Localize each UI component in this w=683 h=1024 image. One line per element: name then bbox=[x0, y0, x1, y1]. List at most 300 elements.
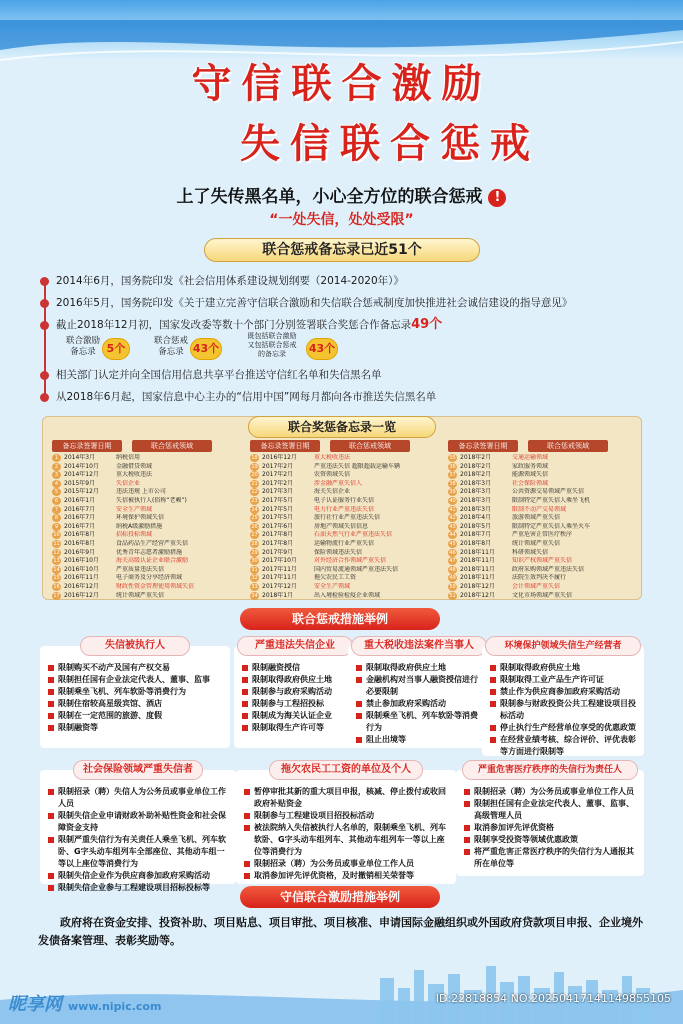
table-row bbox=[448, 549, 638, 558]
row-number: 7 bbox=[52, 506, 61, 514]
row-field: 安全生产领域 bbox=[314, 582, 351, 590]
header-date: 备忘录签署日期 bbox=[448, 440, 518, 452]
row-number: 37 bbox=[449, 472, 456, 479]
row-field: 失信企业 bbox=[116, 479, 141, 487]
header-field: 联合惩戒领域 bbox=[330, 440, 410, 452]
table-row bbox=[448, 463, 638, 472]
box-title: 拖欠农民工工资的单位及个人 bbox=[269, 760, 423, 780]
table-row bbox=[52, 480, 242, 489]
row-number: 47 bbox=[449, 558, 456, 565]
row-number: 44 bbox=[449, 532, 456, 539]
row-number: 10 bbox=[53, 532, 60, 539]
row-number: 20 bbox=[251, 472, 258, 479]
row-field: 统计领域严重失信 bbox=[512, 539, 561, 547]
timeline-text: 从2018年6月起，国家信息中心主办的“信用中国”网每月都向各市推送失信黑名单 bbox=[56, 391, 437, 403]
timeline bbox=[38, 270, 668, 336]
row-field: 招标投标领域 bbox=[116, 531, 153, 539]
exclamation-icon: ! bbox=[488, 189, 506, 207]
list-item: 禁止作为供应商参加政府采购活动 bbox=[490, 686, 638, 698]
row-field: 涉金融严重失信人 bbox=[314, 479, 363, 487]
table-row bbox=[250, 471, 440, 480]
table-row bbox=[52, 454, 242, 463]
row-field: 社会保险领域 bbox=[512, 479, 549, 487]
memo-column-3 bbox=[448, 440, 638, 600]
table-row bbox=[250, 454, 440, 463]
row-date: 2016年10月 bbox=[64, 557, 99, 565]
row-number: 6 bbox=[52, 497, 61, 505]
row-number: 26 bbox=[251, 523, 258, 530]
row-date: 2018年11月 bbox=[460, 548, 495, 556]
row-date: 2017年8月 bbox=[262, 531, 294, 539]
table-row bbox=[448, 488, 638, 497]
list-item: 暂停审批其新的重大项目申报，核减、停止拨付或收回政府补贴资金 bbox=[244, 786, 450, 810]
row-field: 电力行业严重违法失信 bbox=[314, 505, 375, 513]
punishment-section-title: 联合惩戒措施举例 bbox=[240, 608, 440, 630]
list-item: 限制享受投资等领域优惠政策 bbox=[464, 834, 638, 846]
watermark-id: ID:22818854 NO:20250417141149855105 bbox=[435, 992, 671, 1005]
row-field: 拖欠农民工工资 bbox=[314, 574, 357, 582]
row-number: 23 bbox=[251, 497, 258, 504]
column-rows bbox=[448, 454, 638, 600]
row-number: 51 bbox=[449, 592, 456, 599]
list-item: 限制招录（聘）为公务员或事业单位工作人员 bbox=[244, 858, 450, 870]
row-number: 22 bbox=[251, 489, 258, 496]
row-field: 失信被执行人(俗称“老赖”) bbox=[116, 496, 187, 504]
row-number: 34 bbox=[251, 592, 258, 599]
watermark-brand-text: 昵享网 bbox=[8, 994, 62, 1015]
list-item: 限制招录（聘）为公务员或事业单位工作人员 bbox=[464, 786, 638, 798]
row-number: 19 bbox=[251, 463, 258, 470]
row-number: 49 bbox=[449, 575, 456, 582]
table-row bbox=[448, 566, 638, 575]
timeline-text: 相关部门认定并向全国信用信息共享平台推送守信红名单和失信黑名单 bbox=[56, 369, 382, 381]
box-environment bbox=[482, 641, 644, 756]
list-item: 限制融资等 bbox=[48, 722, 224, 734]
box-dishonest-debtor bbox=[40, 640, 230, 748]
box-title: 严重违法失信企业 bbox=[237, 636, 353, 656]
table-row bbox=[250, 523, 440, 532]
list-item: 金融机构对当事人融资授信进行必要限制 bbox=[356, 674, 484, 698]
table-row bbox=[250, 514, 440, 523]
row-date: 2016年12月 bbox=[64, 582, 99, 590]
header-date: 备忘录签署日期 bbox=[52, 440, 122, 452]
table-row bbox=[448, 471, 638, 480]
table-row bbox=[448, 583, 638, 592]
box-unpaid-wages bbox=[236, 764, 456, 884]
row-date: 2016年7月 bbox=[64, 522, 96, 530]
table-row bbox=[448, 480, 638, 489]
table-row bbox=[52, 463, 242, 472]
row-date: 2016年8月 bbox=[64, 539, 96, 547]
row-date: 2018年2月 bbox=[460, 454, 492, 461]
row-number: 29 bbox=[251, 549, 258, 556]
list-item: 限制成为海关认证企业 bbox=[242, 710, 350, 722]
row-field: 严重危害正常医疗秩序 bbox=[512, 531, 573, 539]
row-date: 2016年7月 bbox=[64, 514, 96, 522]
main-title-incentive: 守信联合激励 bbox=[191, 60, 492, 107]
row-field: 安全生产领域 bbox=[116, 505, 153, 513]
row-date: 2018年3月 bbox=[460, 488, 492, 496]
table-row bbox=[448, 497, 638, 506]
box-list bbox=[482, 646, 644, 762]
column-header bbox=[52, 440, 242, 452]
memo-total-count: 49个 bbox=[411, 317, 443, 332]
row-field: 科研领域失信 bbox=[512, 548, 549, 556]
row-number: 21 bbox=[251, 480, 258, 487]
timeline-item bbox=[38, 314, 668, 336]
list-item: 取消参加评先评优资格，及时撤销相关荣誉等 bbox=[244, 870, 450, 882]
table-row bbox=[250, 574, 440, 583]
box-title: 重大税收违法案件当事人 bbox=[351, 636, 487, 656]
row-field: 纳税A级激励措施 bbox=[116, 522, 163, 530]
table-row bbox=[52, 557, 242, 566]
row-number: 16 bbox=[53, 583, 60, 590]
list-item: 限制取得政府供应土地 bbox=[242, 674, 350, 686]
row-field: 农资领域失信 bbox=[314, 471, 351, 479]
list-item: 限制乘坐飞机、列车软卧等消费行为 bbox=[48, 686, 224, 698]
list-item: 取消参加评先评优资格 bbox=[464, 822, 638, 834]
row-date: 2018年7月 bbox=[460, 531, 492, 539]
row-date: 2016年1月 bbox=[64, 496, 96, 504]
timeline-item bbox=[38, 386, 668, 408]
row-number: 24 bbox=[251, 506, 258, 513]
row-field: 纳税信用 bbox=[116, 454, 141, 461]
box-title: 严重危害医疗秩序的失信行为责任人 bbox=[462, 760, 638, 780]
row-number: 25 bbox=[251, 515, 258, 522]
list-item: 限制参与工程招投标 bbox=[242, 698, 350, 710]
row-field: 旅行社行业严重违法失信 bbox=[314, 514, 381, 522]
row-number: 12 bbox=[53, 549, 60, 556]
table-row bbox=[448, 523, 638, 532]
row-field: 旅游领域严重失信 bbox=[512, 514, 561, 522]
table-row bbox=[52, 574, 242, 583]
table-row bbox=[250, 463, 440, 472]
slogan: “一处失信，处处受限” bbox=[269, 212, 414, 228]
row-field: 限制特定严重失信人乘坐火车 bbox=[512, 522, 591, 530]
row-number: 8 bbox=[52, 514, 61, 522]
row-field: 电子认证服务行业失信 bbox=[314, 496, 375, 504]
main-title-punishment: 失信联合惩戒 bbox=[240, 120, 540, 167]
row-date: 2018年1月 bbox=[262, 591, 294, 599]
row-field: 出入境检验检疫企业领域 bbox=[314, 591, 381, 599]
box-list bbox=[456, 770, 644, 874]
timeline-item bbox=[38, 364, 668, 386]
column-header bbox=[448, 440, 638, 452]
box-title: 环境保护领域失信生产经营者 bbox=[485, 636, 641, 656]
row-number: 40 bbox=[449, 497, 456, 504]
box-social-insurance bbox=[40, 764, 236, 892]
list-item: 禁止参加政府采购活动 bbox=[356, 698, 484, 710]
row-field: 保险领域违法失信 bbox=[314, 548, 363, 556]
row-date: 2018年2月 bbox=[460, 471, 492, 479]
row-date: 2014年3月 bbox=[64, 454, 96, 461]
box-list bbox=[234, 646, 356, 738]
table-row bbox=[250, 557, 440, 566]
memo-value-badge: 5个 bbox=[102, 338, 130, 360]
row-number: 35 bbox=[449, 455, 456, 461]
row-field: 财政性资金管理使用领域失信 bbox=[116, 582, 195, 590]
memo-label: 既包括联合激励 又包括联合惩戒 的备忘录 bbox=[247, 332, 297, 358]
row-number: 42 bbox=[449, 515, 456, 522]
list-item: 停止执行生产经营单位享受的优惠政策 bbox=[490, 722, 638, 734]
list-item: 限制失信企业作为供应商参加政府采购活动 bbox=[48, 870, 230, 882]
row-number: 41 bbox=[449, 506, 456, 513]
list-item: 限制招录（聘）失信人为公务员或事业单位工作人员 bbox=[48, 786, 230, 810]
table-row bbox=[250, 488, 440, 497]
row-number: 17 bbox=[53, 592, 60, 599]
row-number: 9 bbox=[52, 523, 61, 531]
watermark-brand bbox=[8, 990, 161, 1016]
subtitle bbox=[0, 182, 683, 207]
table-row bbox=[52, 471, 242, 480]
row-date: 2016年10月 bbox=[64, 565, 99, 573]
row-date: 2018年12月 bbox=[460, 582, 495, 590]
row-date: 2017年9月 bbox=[262, 548, 294, 556]
row-field: 金融借贷领域 bbox=[116, 462, 153, 470]
row-date: 2017年5月 bbox=[262, 496, 294, 504]
row-date: 2018年5月 bbox=[460, 522, 492, 530]
row-date: 2017年10月 bbox=[262, 557, 297, 565]
list-item: 限制失信企业申请财政补助补贴性资金和社会保障资金支持 bbox=[48, 810, 230, 834]
memo-label: 联合激励 备忘录 bbox=[65, 336, 100, 357]
header-date: 备忘录签署日期 bbox=[250, 440, 320, 452]
row-field: 重大税收违法 bbox=[116, 471, 153, 479]
row-number: 38 bbox=[449, 480, 456, 487]
row-field: 政府采购领域严重违法失信 bbox=[512, 565, 585, 573]
row-number: 50 bbox=[449, 583, 456, 590]
row-date: 2016年11月 bbox=[64, 574, 99, 582]
row-number: 3 bbox=[52, 471, 61, 479]
timeline-text: 截止2018年12月初，国家发改委等数十个部门分别签署联合奖惩合作备忘录 bbox=[56, 319, 412, 331]
row-date: 2017年8月 bbox=[262, 539, 294, 547]
list-item: 限制融资授信 bbox=[242, 662, 350, 674]
row-date: 2018年2月 bbox=[460, 462, 492, 470]
list-item: 限制取得生产许可等 bbox=[242, 722, 350, 734]
row-field: 法院生效判决不履行 bbox=[512, 574, 567, 582]
list-item: 被法院纳入失信被执行人名单的，限制乘坐飞机、列车软卧、G字头动车组列车、其他动车组列车一等以上座位等消费行为 bbox=[244, 822, 450, 858]
row-field: 公共资源交易领域严重失信 bbox=[512, 488, 585, 496]
table-row bbox=[52, 583, 242, 592]
header-field: 联合惩戒领域 bbox=[528, 440, 608, 452]
table-row bbox=[250, 583, 440, 592]
row-number: 5 bbox=[52, 488, 61, 496]
list-item: 限制乘坐飞机、列车软卧等消费行为 bbox=[356, 710, 484, 734]
row-field: 严重违法失信 超限超载运输车辆 bbox=[314, 462, 400, 470]
timeline-item bbox=[38, 292, 668, 314]
row-date: 2017年5月 bbox=[262, 514, 294, 522]
row-field: 限制特定严重失信人乘坐飞机 bbox=[512, 496, 591, 504]
incentive-section-title: 守信联合激励措施举例 bbox=[240, 886, 440, 908]
box-list bbox=[40, 646, 230, 738]
row-date: 2017年3月 bbox=[262, 488, 294, 496]
row-field: 限制不动产交易领域 bbox=[512, 505, 567, 513]
memo-count-badge: 联合惩戒备忘录已近51个 bbox=[204, 238, 480, 262]
row-field: 会计领域严重失信 bbox=[512, 582, 561, 590]
table-row bbox=[52, 592, 242, 601]
row-field: 重大税收违法 bbox=[314, 454, 351, 461]
timeline-text: 2016年5月，国务院印发《关于建立完善守信联合激励和失信联合惩戒制度加快推进社会诚信建设的指导意见》 bbox=[56, 297, 573, 309]
list-item: 限制住宿较高星级宾馆、酒店 bbox=[48, 698, 224, 710]
row-number: 15 bbox=[53, 575, 60, 582]
row-field: 运输物流行业严重失信 bbox=[314, 539, 375, 547]
row-number: 4 bbox=[52, 480, 61, 488]
table-row bbox=[448, 506, 638, 515]
table-row bbox=[250, 540, 440, 549]
memo-value-badge: 43个 bbox=[306, 338, 338, 360]
column-header bbox=[250, 440, 440, 452]
row-number: 45 bbox=[449, 540, 456, 547]
row-number: 33 bbox=[251, 583, 258, 590]
row-date: 2017年6月 bbox=[262, 522, 294, 530]
subtitle-text: 上了失传黑名单，小心全方位的联合惩戒 bbox=[176, 187, 483, 207]
row-date: 2016年8月 bbox=[64, 531, 96, 539]
table-row bbox=[250, 480, 440, 489]
row-field: 电子商务及分享经济领域 bbox=[116, 574, 183, 582]
list-item: 限制失信企业参与工程建设项目招标投标等 bbox=[48, 882, 230, 894]
row-field: 房地产领域失信信息 bbox=[314, 522, 369, 530]
table-row bbox=[250, 506, 440, 515]
list-item: 限制取得政府供应土地 bbox=[356, 662, 484, 674]
timeline-2 bbox=[38, 364, 668, 408]
list-item: 限制在一定范围的旅游、度假 bbox=[48, 710, 224, 722]
list-item: 限制取得工业产品生产许可证 bbox=[490, 674, 638, 686]
memo-value-badge: 43个 bbox=[190, 338, 222, 360]
row-date: 2017年12月 bbox=[262, 582, 297, 590]
table-row bbox=[448, 454, 638, 463]
column-rows bbox=[250, 454, 440, 600]
row-date: 2016年12月 bbox=[64, 591, 99, 599]
row-number: 43 bbox=[449, 523, 456, 530]
row-number: 36 bbox=[449, 463, 456, 470]
list-item: 限制购买不动产及国有产权交易 bbox=[48, 662, 224, 674]
list-item: 限制取得政府供应土地 bbox=[490, 662, 638, 674]
memo-column-1 bbox=[52, 440, 242, 600]
table-row bbox=[250, 549, 440, 558]
table-row bbox=[52, 488, 242, 497]
column-rows bbox=[52, 454, 242, 600]
row-field: 知识产权领域严重失信 bbox=[512, 557, 573, 565]
row-field: 能源领域失信 bbox=[512, 471, 549, 479]
box-list bbox=[348, 646, 490, 750]
row-number: 32 bbox=[251, 575, 258, 582]
table-row bbox=[52, 523, 242, 532]
table-row bbox=[448, 514, 638, 523]
list-item: 限制担任国有企业法定代表人、董事、监事、高级管理人员 bbox=[464, 798, 638, 822]
row-date: 2018年8月 bbox=[460, 539, 492, 547]
row-date: 2018年4月 bbox=[460, 514, 492, 522]
row-date: 2017年5月 bbox=[262, 505, 294, 513]
row-number: 28 bbox=[251, 540, 258, 547]
table-row bbox=[52, 549, 242, 558]
list-item: 限制参与财政投资公共工程建设项目投标活动 bbox=[490, 698, 638, 722]
box-list bbox=[40, 770, 236, 898]
row-field: 食品药品生产经营严重失信 bbox=[116, 539, 189, 547]
header-field: 联合惩戒领域 bbox=[132, 440, 212, 452]
box-illegal-enterprise bbox=[234, 640, 356, 748]
list-item: 限制担任国有企业法定代表人、董事、监事 bbox=[48, 674, 224, 686]
table-row bbox=[52, 531, 242, 540]
list-item: 限制严重失信行为有关责任人乘坐飞机、列车软卧、G字头动车组列车全部座位、其他动车组一等以上座位等消费行为 bbox=[48, 834, 230, 870]
bullet-icon bbox=[40, 299, 49, 308]
table-row bbox=[250, 592, 440, 601]
row-date: 2018年11月 bbox=[460, 574, 495, 582]
list-item: 限制参与政府采购活动 bbox=[242, 686, 350, 698]
box-medical-order bbox=[456, 765, 644, 876]
row-number: 18 bbox=[251, 455, 258, 461]
row-field: 严重质量违法失信 bbox=[116, 565, 165, 573]
timeline-item bbox=[38, 270, 668, 292]
row-date: 2018年11月 bbox=[460, 565, 495, 573]
row-date: 2017年11月 bbox=[262, 565, 297, 573]
list-item: 在经营业绩考核、综合评价、评优表彰等方面进行限制等 bbox=[490, 734, 638, 758]
table-row bbox=[52, 506, 242, 515]
row-date: 2015年9月 bbox=[64, 479, 96, 487]
row-date: 2018年3月 bbox=[460, 496, 492, 504]
row-date: 2016年7月 bbox=[64, 505, 96, 513]
row-number: 48 bbox=[449, 566, 456, 573]
row-field: 环境保护领域失信 bbox=[116, 514, 165, 522]
row-number: 31 bbox=[251, 566, 258, 573]
row-field: 家政服务领域 bbox=[512, 462, 549, 470]
row-field: 文化市场领域严重失信 bbox=[512, 591, 573, 599]
row-date: 2014年10月 bbox=[64, 462, 99, 470]
row-field: 对外经济合作领域严重失信 bbox=[314, 557, 387, 565]
table-row bbox=[52, 497, 242, 506]
row-date: 2018年12月 bbox=[460, 591, 495, 599]
box-list bbox=[236, 770, 456, 886]
table-row bbox=[250, 497, 440, 506]
list-item: 将严重危害正常医疗秩序的失信行为人通报其所在单位等 bbox=[464, 846, 638, 870]
row-field: 石油天然气行业严重违法失信 bbox=[314, 531, 393, 539]
row-date: 2018年3月 bbox=[460, 505, 492, 513]
row-number: 11 bbox=[53, 540, 60, 547]
row-date: 2014年12月 bbox=[64, 471, 99, 479]
row-date: 2016年12月 bbox=[262, 454, 297, 461]
list-item: 阻止出境等 bbox=[356, 734, 484, 746]
row-number: 14 bbox=[53, 566, 60, 573]
table-row bbox=[52, 540, 242, 549]
row-field: 海关高级认证企业联合激励 bbox=[116, 557, 189, 565]
list-item: 限制参与工程建设项目招投标活动 bbox=[244, 810, 450, 822]
table-row bbox=[448, 592, 638, 601]
row-number: 13 bbox=[53, 558, 60, 565]
box-title: 失信被执行人 bbox=[80, 636, 190, 656]
row-field: 国内贸易流通领域严重违法失信 bbox=[314, 565, 399, 573]
row-date: 2016年9月 bbox=[64, 548, 96, 556]
watermark-url: www.nipic.com bbox=[68, 1000, 162, 1013]
row-number: 46 bbox=[449, 549, 456, 556]
row-field: 统计领域严重失信 bbox=[116, 591, 165, 599]
row-number: 1 bbox=[52, 454, 61, 462]
row-field: 海关失信企业 bbox=[314, 488, 351, 496]
row-date: 2017年11月 bbox=[262, 574, 297, 582]
row-date: 2017年2月 bbox=[262, 462, 294, 470]
table-row bbox=[52, 514, 242, 523]
bullet-icon bbox=[40, 277, 49, 286]
timeline-text: 2014年6月，国务院印发《社会信用体系建设规划纲要（2014-2020年）》 bbox=[56, 275, 404, 287]
table-row bbox=[448, 557, 638, 566]
table-row bbox=[250, 531, 440, 540]
box-title: 社会保险领域严重失信者 bbox=[73, 760, 203, 780]
row-date: 2017年2月 bbox=[262, 479, 294, 487]
bullet-icon bbox=[40, 321, 49, 330]
table-row bbox=[448, 540, 638, 549]
row-number: 27 bbox=[251, 532, 258, 539]
row-date: 2017年2月 bbox=[262, 471, 294, 479]
table-row bbox=[448, 531, 638, 540]
table-row bbox=[52, 566, 242, 575]
row-number: 30 bbox=[251, 558, 258, 565]
